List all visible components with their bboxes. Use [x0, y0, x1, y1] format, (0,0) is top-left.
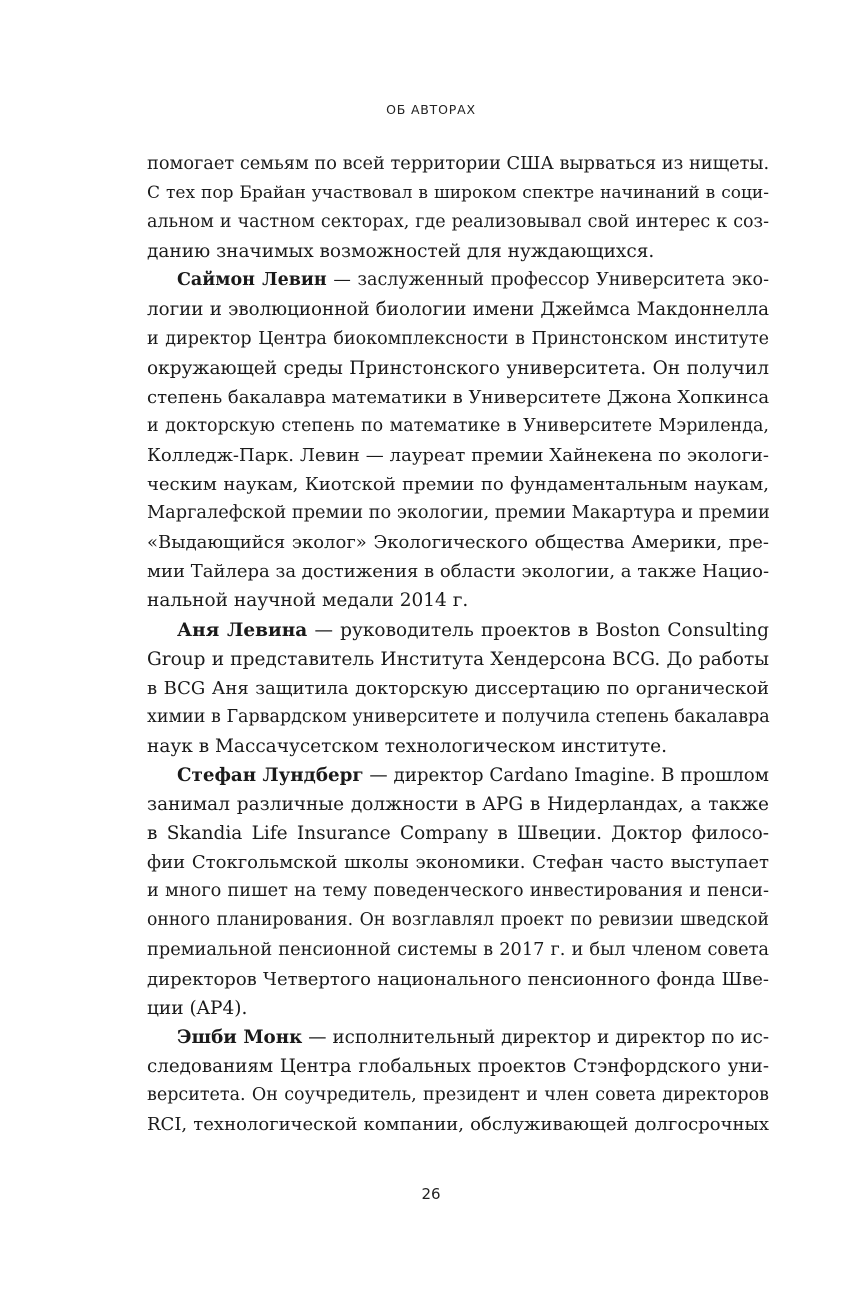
- line-text: химии в Гарвардском университете и получила степень бакалавра: [147, 706, 770, 727]
- line-text: логии и эволюционной биологии имени Джеймса Макдоннелла: [147, 299, 769, 321]
- line-text: наук в Массачусетском технологическом институте.: [147, 735, 667, 757]
- line-text: занимал различные должности в APG в Нидерландах, а также: [147, 794, 769, 816]
- text-line: [147, 645, 769, 674]
- line-text: онного планирования. Он возглавлял проект по ревизии шведской: [147, 910, 769, 931]
- text-line: [147, 936, 769, 965]
- text-line: [147, 1110, 769, 1139]
- text-line: [147, 790, 769, 819]
- text-line: [147, 877, 769, 906]
- text-line: [147, 848, 769, 877]
- text-line: [147, 354, 769, 383]
- text-line: [147, 703, 769, 732]
- author-name: Саймон Левин: [177, 270, 327, 291]
- line-text: премиальной пенсионной системы в 2017 г. и был членом совета: [147, 939, 769, 960]
- line-text: нальной научной медали 2014 г.: [147, 590, 469, 612]
- text-line: [147, 150, 769, 179]
- body-text: [147, 150, 769, 1139]
- text-line: [147, 1081, 769, 1110]
- line-text: и докторскую степень по математике в Университете Мэриленда,: [147, 415, 769, 436]
- author-name: Стефан Лундберг: [177, 764, 364, 786]
- text-line: [147, 441, 769, 470]
- text-line: [147, 819, 769, 848]
- text-line: [147, 237, 769, 266]
- line-text: данию значимых возможностей для нуждающихся.: [147, 241, 655, 263]
- line-text: Маргалефской премии по экологии, премии Макартура и премии: [147, 503, 770, 524]
- text-line: [147, 499, 769, 528]
- page-number: 26: [421, 1185, 441, 1203]
- line-text: Group и представитель Института Хендерсона BCG. До работы: [147, 648, 769, 670]
- text-line: [147, 208, 769, 237]
- text-line: [147, 1023, 769, 1052]
- text-line: [147, 266, 769, 295]
- author-name: Аня Левина: [177, 619, 308, 641]
- line-text: — заслуженный профессор Университета эко-: [326, 270, 769, 291]
- text-line: [147, 965, 769, 994]
- line-text: — руководитель проектов в Boston Consulting: [307, 619, 770, 641]
- text-line: [147, 557, 769, 586]
- line-text: и директор Центра биокомплексности в Принстонском институте: [147, 328, 769, 349]
- line-text: директоров Четвертого национального пенсионного фонда Шве-: [147, 968, 769, 990]
- line-text: альном и частном секторах, где реализовывал свой интерес к соз-: [147, 212, 769, 233]
- text-line: [147, 586, 769, 615]
- line-text: Колледж-Парк. Левин — лауреат премии Хайнекена по экологи-: [147, 444, 769, 466]
- line-text: RCI, технологической компании, обслуживающей долгосрочных: [147, 1114, 769, 1136]
- author-name: Эшби Монк: [177, 1026, 303, 1048]
- line-text: мии Тайлера за достижения в области экологии, а также Нацио-: [147, 561, 770, 583]
- line-text: ческим наукам, Киотской премии по фундаментальным наукам,: [147, 474, 769, 496]
- line-text: ции (AP4).: [147, 997, 248, 1019]
- text-line: [147, 325, 769, 354]
- text-line: [147, 179, 769, 208]
- text-line: [147, 906, 769, 935]
- line-text: и много пишет на тему поведенческого инвестирования и пенси-: [147, 881, 769, 902]
- text-line: [147, 295, 769, 324]
- line-text: С тех пор Брайан участвовал в широком спектре начинаний в соци-: [147, 183, 769, 204]
- line-text: «Выдающийся эколог» Экологического общества Америки, пре-: [147, 532, 769, 554]
- text-line: [147, 674, 769, 703]
- line-text: — директор Cardano Imagine. В прошлом: [363, 764, 769, 786]
- line-text: следованиям Центра глобальных проектов Стэнфордского уни-: [147, 1055, 769, 1077]
- text-line: [147, 1052, 769, 1081]
- text-line: [147, 470, 769, 499]
- line-text: фии Стокгольмской школы экономики. Стефан часто выступает: [147, 852, 769, 874]
- text-line: [147, 616, 769, 645]
- text-line: [147, 528, 769, 557]
- line-text: степень бакалавра математики в Университете Джона Хопкинса: [147, 386, 770, 408]
- line-text: помогает семьям по всей территории США вырваться из нищеты.: [147, 154, 770, 174]
- line-text: — исполнительный директор и директор по ис-: [302, 1026, 770, 1048]
- text-line: [147, 412, 769, 441]
- text-line: [147, 383, 769, 412]
- line-text: верситета. Он соучредитель, президент и член совета директоров: [147, 1085, 769, 1105]
- text-line: [147, 994, 769, 1023]
- line-text: в Skandia Life Insurance Company в Швеции. Доктор филосо-: [147, 823, 769, 845]
- line-text: в BCG Аня защитила докторскую диссертацию по органической: [147, 677, 769, 699]
- text-line: [147, 732, 769, 761]
- text-line: [147, 761, 769, 790]
- running-header: ОБ АВТОРАХ: [386, 102, 476, 117]
- line-text: окружающей среды Принстонского университета. Он получил: [147, 357, 769, 379]
